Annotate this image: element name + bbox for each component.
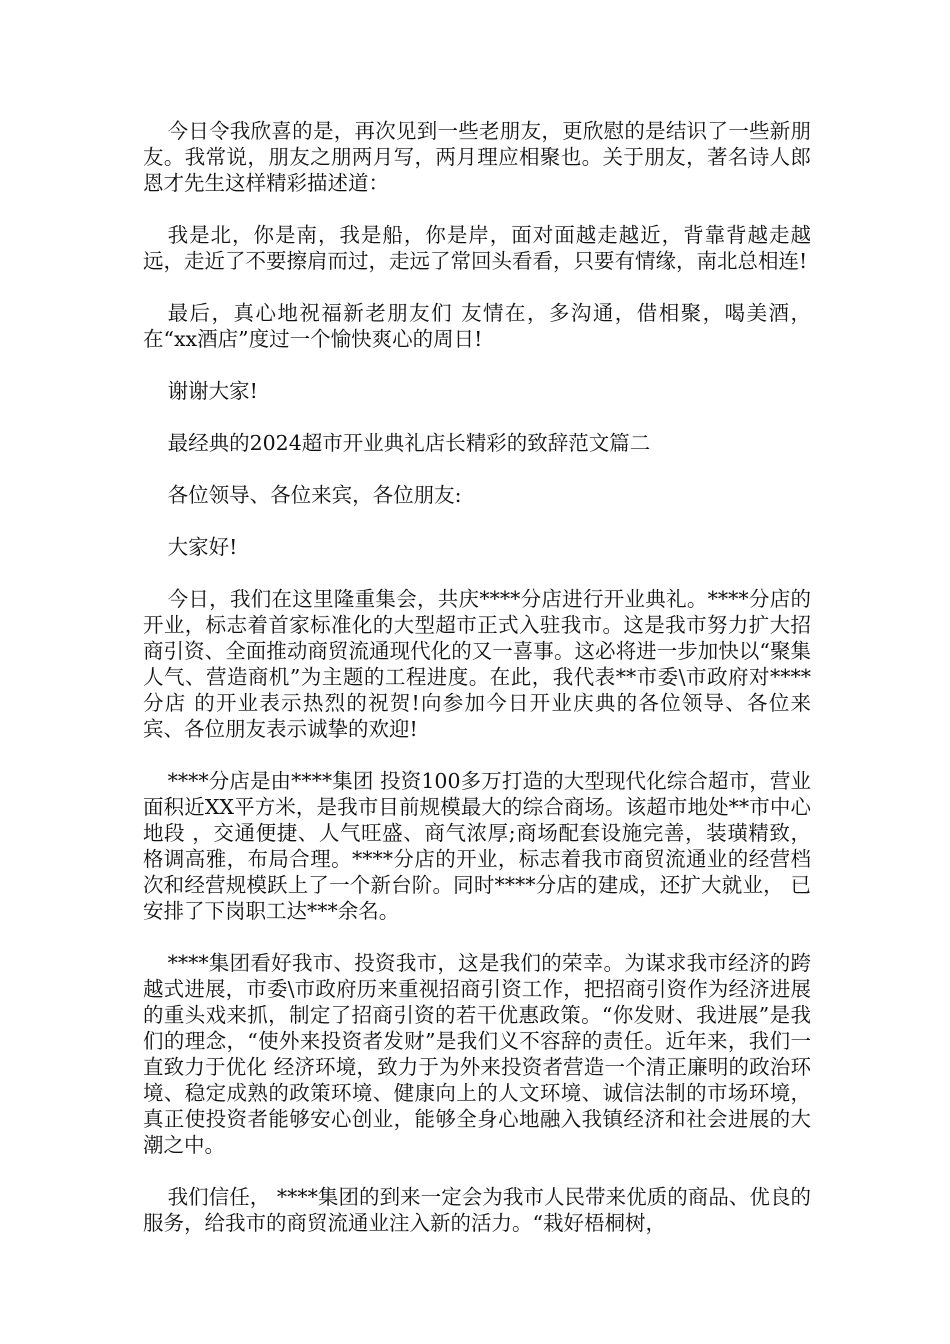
- paragraph-opening-ceremony: 今日，我们在这里隆重集会，共庆****分店进行开业典礼。****分店的开业，标志着首家标准化的大型超市正式入驻我市。这是我市努力扩大招商引资、全面推动商贸流通现代化的又一喜事。这必将进一步加快以“聚集人气、营造商机”为主题的工程进度。在此，我代表**市委\市政府对****分店 的开业表示热烈的祝贺!向参加今日开业庆典的各位领导、各位来宾、各位朋友表示诚挚的欢迎!: [143, 587, 811, 741]
- paragraph-closing-wishes: 最后，真心地祝福新老朋友们 友情在，多沟通，借相聚，喝美酒，在“xx酒店”度过一个愉快爽心的周日!: [143, 301, 811, 351]
- section-heading: 最经典的2024超市开业典礼店长精彩的致辞范文篇二: [167, 431, 651, 455]
- paragraph-store-description: ****分店是由****集团 投资100多万打造的大型现代化综合超市，营业面积近XX平方米，是我市目前规模最大的综合商场。该超市地处**市中心地段 ，交通便捷、人气旺盛、商气浓厚;商场配套设施完善，装璜精致，格调高雅，布局合理。****分店的开业，标志着我市商贸流通业的经营档次和经营规模跃上了一个新台阶。同时****分店的建成，还扩大就业， 已安排了下岗职工达***余名。: [143, 769, 811, 923]
- paragraph-poem-quote: 我是北，你是南，我是船，你是岸，面对面越走越近，背靠背越走越远，走近了不要擦肩而过，走远了常回头看看，只要有情缘，南北总相连!: [143, 223, 811, 273]
- paragraph-greeting: 大家好!: [167, 535, 238, 559]
- paragraph-salutation: 各位领导、各位来宾，各位朋友:: [167, 483, 462, 507]
- paragraph-thanks: 谢谢大家!: [167, 379, 258, 403]
- document-body: [143, 118, 811, 1262]
- paragraph-friends-intro: 今日令我欣喜的是，再次见到一些老朋友，更欣慰的是结识了一些新朋友。我常说，朋友之朋两月写，两月理应相聚也。关于朋友，著名诗人郎恩才先生这样精彩描述道：: [143, 119, 811, 195]
- paragraph-investment-policy: ****集团看好我市、投资我市，这是我们的荣幸。为谋求我市经济的跨越式进展，市委\市政府历来重视招商引资工作，把招商引资作为经济进展的重头戏来抓，制定了招商引资的若干优惠政策。“你发财、我进展”是我们的理念，“使外来投资者发财”是我们义不容辞的责任。近年来，我们一直致力于优化 经济环境，致力于为外来投资者营造一个清正廉明的政治环境、稳定成熟的政策环境、健康向上的人文环境、诚信法制的市场环境，真正使投资者能够安心创业，能够全身心地融入我镇经济和社会进展的大潮之中。: [143, 951, 811, 1157]
- paragraph-future-outlook: 我们信任， ****集团的到来一定会为我市人民带来优质的商品、优良的服务，给我市的商贸流通业注入新的活力。“栽好梧桐树，: [143, 1185, 811, 1235]
